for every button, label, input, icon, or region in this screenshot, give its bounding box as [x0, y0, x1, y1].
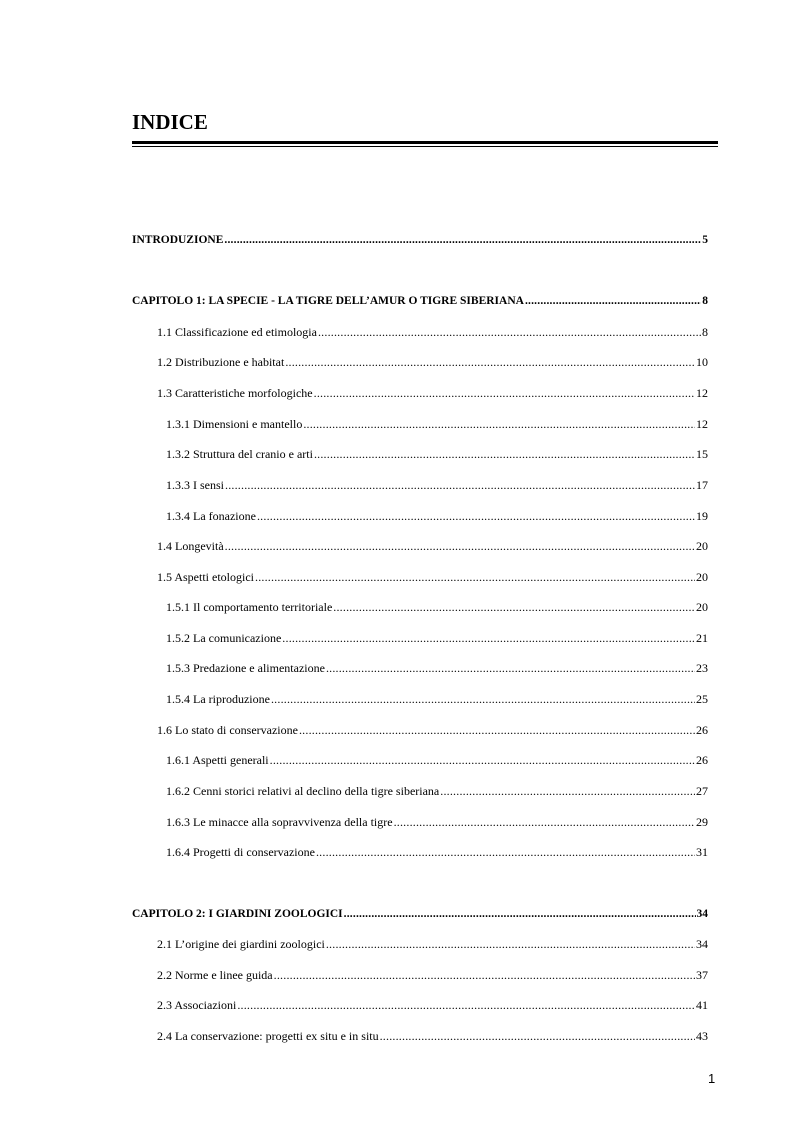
toc-entry-page: 41	[696, 998, 708, 1012]
leader-dots	[282, 631, 695, 645]
toc-entry-1-5-4[interactable]	[166, 692, 708, 706]
toc-entry-page: 31	[696, 845, 708, 859]
leader-dots	[344, 907, 696, 921]
toc-entry-2-4[interactable]	[157, 1029, 708, 1043]
leader-dots	[333, 600, 695, 614]
leader-dots	[225, 539, 695, 553]
leader-dots	[314, 386, 695, 400]
toc-entry-page: 17	[696, 478, 708, 492]
title-rule-thick	[132, 141, 718, 144]
toc-entry-title: 1.5 Aspetti etologici	[157, 570, 254, 584]
toc-entry-page: 19	[696, 509, 708, 523]
toc-entry-2-1[interactable]	[157, 937, 708, 951]
toc-entry-title: 1.5.4 La riproduzione	[166, 692, 270, 706]
toc-entry-title: 1.3.4 La fonazione	[166, 509, 256, 523]
leader-dots	[299, 723, 695, 737]
toc-entry-page: 43	[696, 1029, 708, 1043]
toc-entry-page: 20	[696, 600, 708, 614]
leader-dots	[285, 355, 695, 369]
toc-entry-1-2[interactable]	[157, 355, 708, 369]
leader-dots	[440, 784, 695, 798]
toc-entry-page: 5	[702, 234, 708, 246]
leader-dots	[394, 815, 695, 829]
toc-entry-introduzione[interactable]	[132, 233, 708, 247]
toc-entry-page: 34	[696, 937, 708, 951]
toc-entry-title: 1.6.1 Aspetti generali	[166, 753, 269, 767]
leader-dots	[257, 509, 695, 523]
toc-entry-title: CAPITOLO 1: LA SPECIE - LA TIGRE DELL’AMUR O TIGRE SIBERIANA	[132, 295, 524, 307]
leader-dots	[326, 937, 695, 951]
toc-entry-title: 1.4 Longevità	[157, 539, 224, 553]
toc-entry-page: 8	[702, 325, 708, 339]
leader-dots	[271, 692, 695, 706]
toc-entry-1-3-3[interactable]	[166, 478, 708, 492]
toc-entry-capitolo-1[interactable]	[132, 294, 708, 308]
toc-entry-1-6-2[interactable]	[166, 784, 708, 798]
toc-entry-page: 25	[696, 692, 708, 706]
toc-entry-title: 1.3.1 Dimensioni e mantello	[166, 417, 303, 431]
toc-entry-page: 8	[702, 295, 708, 307]
toc-entry-page: 21	[696, 631, 708, 645]
toc-entry-1-6-1[interactable]	[166, 753, 708, 767]
toc-entry-title: 1.5.3 Predazione e alimentazione	[166, 661, 325, 675]
toc-entry-1-3-1[interactable]	[166, 417, 708, 431]
toc-entry-page: 29	[696, 815, 708, 829]
toc-entry-1-6[interactable]	[157, 723, 708, 737]
toc-entry-title: 2.2 Norme e linee guida	[157, 968, 273, 982]
toc-entry-title: INTRODUZIONE	[132, 234, 224, 246]
toc-entry-page: 23	[696, 661, 708, 675]
leader-dots	[270, 753, 695, 767]
toc-entry-page: 12	[696, 386, 708, 400]
toc-entry-page: 26	[696, 723, 708, 737]
toc-entry-page: 27	[696, 784, 708, 798]
toc-entry-title: 1.5.1 Il comportamento territoriale	[166, 600, 333, 614]
leader-dots	[316, 845, 695, 859]
leader-dots	[525, 294, 701, 308]
toc-entry-1-5-1[interactable]	[166, 600, 708, 614]
toc-entry-title: 1.3.2 Struttura del cranio e arti	[166, 447, 313, 461]
leader-dots	[318, 325, 701, 339]
toc-entry-1-3-4[interactable]	[166, 509, 708, 523]
toc-entry-1-5-2[interactable]	[166, 631, 708, 645]
leader-dots	[314, 447, 695, 461]
leader-dots	[274, 968, 695, 982]
toc-entry-title: 1.5.2 La comunicazione	[166, 631, 282, 645]
toc-entry-page: 12	[696, 417, 708, 431]
toc-entry-1-1[interactable]	[157, 325, 708, 339]
toc-entry-title: CAPITOLO 2: I GIARDINI ZOOLOGICI	[132, 908, 343, 920]
toc-entry-title: 1.6 Lo stato di conservazione	[157, 723, 298, 737]
leader-dots	[255, 570, 695, 584]
toc-entry-page: 10	[696, 355, 708, 369]
toc-entry-page: 34	[696, 908, 708, 920]
page-title: INDICE	[132, 110, 208, 134]
leader-dots	[237, 998, 695, 1012]
toc-entry-1-4[interactable]	[157, 539, 708, 553]
leader-dots	[326, 661, 695, 675]
toc-entry-title: 1.6.2 Cenni storici relativi al declino della tigre siberiana	[166, 784, 440, 798]
toc-entry-title: 1.1 Classificazione ed etimologia	[157, 325, 317, 339]
toc-entry-title: 2.4 La conservazione: progetti ex situ e in situ	[157, 1029, 379, 1043]
toc-entry-title: 2.3 Associazioni	[157, 998, 237, 1012]
toc-entry-page: 26	[696, 753, 708, 767]
toc-entry-1-5-3[interactable]	[166, 661, 708, 675]
leader-dots	[303, 417, 695, 431]
toc-entry-title: 1.6.3 Le minacce alla sopravvivenza della tigre	[166, 815, 393, 829]
toc-entry-page: 20	[696, 539, 708, 553]
toc-entry-title: 1.6.4 Progetti di conservazione	[166, 845, 315, 859]
toc-entry-title: 2.1 L’origine dei giardini zoologici	[157, 937, 325, 951]
leader-dots	[380, 1029, 695, 1043]
toc-entry-1-6-3[interactable]	[166, 815, 708, 829]
title-rule-thin	[132, 146, 718, 147]
toc-entry-2-2[interactable]	[157, 968, 708, 982]
toc-entry-page: 15	[696, 447, 708, 461]
leader-dots	[225, 478, 695, 492]
toc-entry-2-3[interactable]	[157, 998, 708, 1012]
toc-entry-1-6-4[interactable]	[166, 845, 708, 859]
toc-entry-1-5[interactable]	[157, 570, 708, 584]
toc-entry-capitolo-2[interactable]	[132, 907, 708, 921]
toc-entry-title: 1.3.3 I sensi	[166, 478, 224, 492]
toc-entry-title: 1.3 Caratteristiche morfologiche	[157, 386, 313, 400]
toc-entry-title: 1.2 Distribuzione e habitat	[157, 355, 285, 369]
toc-entry-page: 20	[696, 570, 708, 584]
toc-entry-1-3[interactable]	[157, 386, 708, 400]
page-number: 1	[708, 1071, 716, 1086]
toc-entry-page: 37	[696, 968, 708, 982]
toc-entry-1-3-2[interactable]	[166, 447, 708, 461]
leader-dots	[224, 233, 701, 247]
